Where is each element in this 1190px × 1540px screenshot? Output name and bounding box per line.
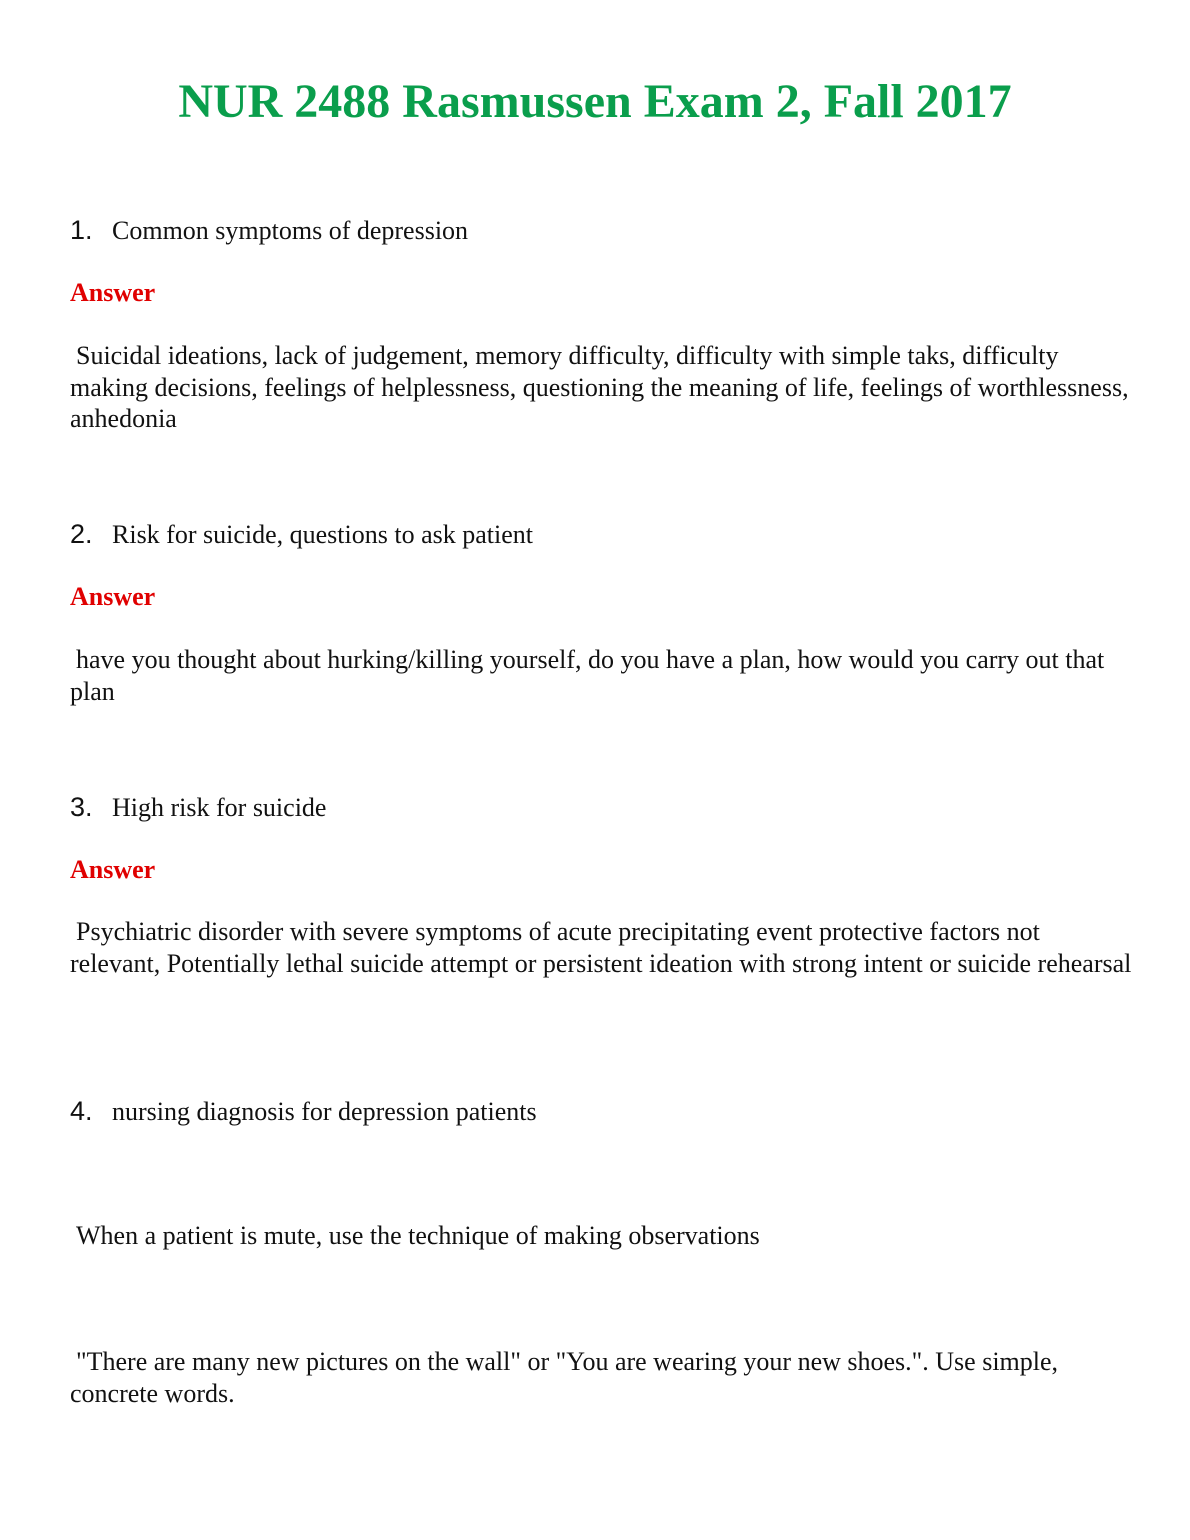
question-number: 4.	[70, 1096, 93, 1126]
answer-body: Suicidal ideations, lack of judgement, memory difficulty, difficulty with simple taks, difficulty making decisions, feelings of helplessness, questioning the meaning of life, feelings of worthlessness, anhedonia	[70, 341, 1129, 433]
question-3	[70, 791, 1130, 824]
answer-body: When a patient is mute, use the technique of making observations	[76, 1221, 760, 1250]
answer-text	[70, 1220, 1136, 1252]
answer-body: "There are many new pictures on the wall" or "You are wearing your new shoes.". Use simple, concrete words.	[70, 1347, 1059, 1408]
question-prompt: nursing diagnosis for depression patients	[112, 1097, 537, 1126]
question-prompt: High risk for suicide	[112, 793, 327, 822]
question-number: 1.	[70, 215, 93, 245]
answer-label: Answer	[70, 855, 156, 884]
answer-text-continued	[70, 1346, 1136, 1409]
question-prompt: Risk for suicide, questions to ask patient	[112, 520, 534, 549]
document-title: NUR 2488 Rasmussen Exam 2, Fall 2017	[178, 75, 1012, 128]
question-number: 3.	[70, 792, 93, 822]
answer-body: Psychiatric disorder with severe symptoms of acute precipitating event protective factors not relevant, Potentially lethal suicide attempt or persistent ideation with strong intent or suicide rehearsal	[70, 917, 1132, 978]
answer-text	[70, 916, 1136, 979]
question-1	[70, 214, 1130, 247]
question-number: 2.	[70, 519, 93, 549]
answer-body: have you thought about hurking/killing yourself, do you have a plan, how would you carry out that plan	[70, 645, 1105, 706]
question-2	[70, 518, 1130, 551]
question-prompt: Common symptoms of depression	[112, 216, 469, 245]
question-4	[70, 1095, 1130, 1128]
answer-text	[70, 644, 1136, 707]
answer-label: Answer	[70, 278, 156, 307]
answer-text	[70, 340, 1136, 435]
answer-label: Answer	[70, 582, 156, 611]
